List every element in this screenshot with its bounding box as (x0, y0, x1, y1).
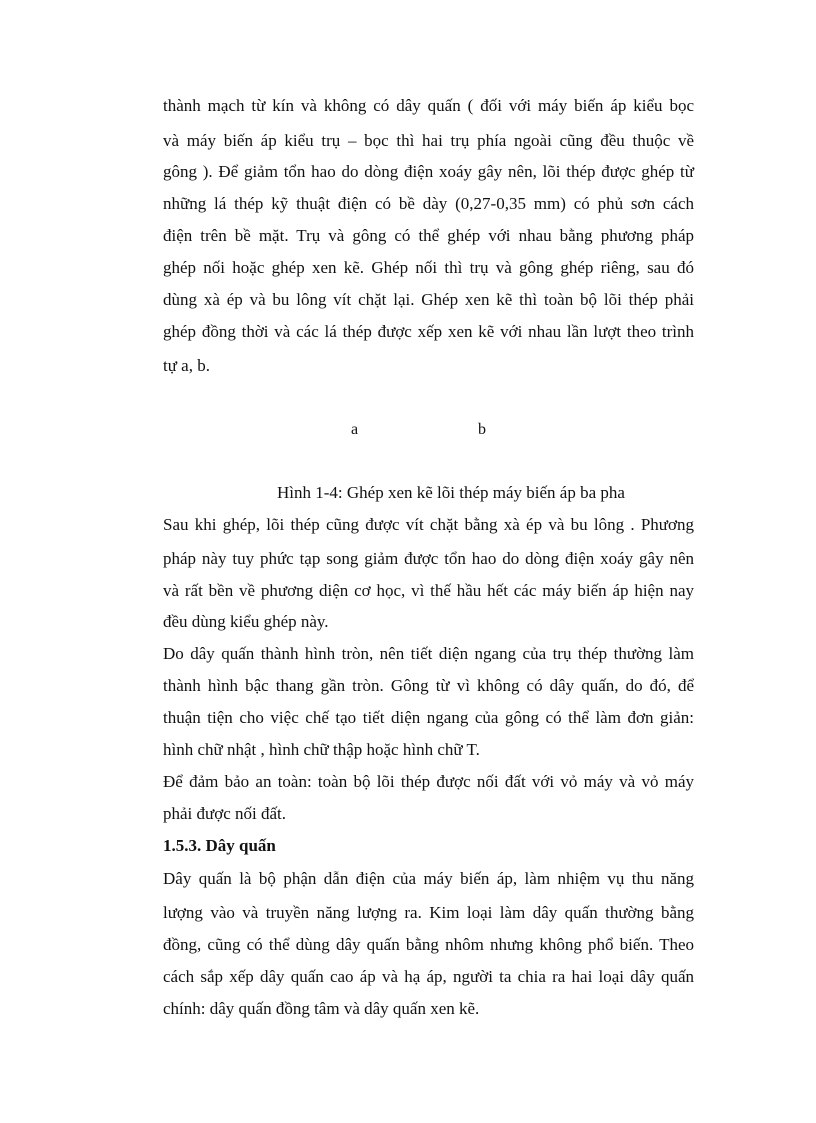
paragraph-line: lượng vào và truyền năng lượng ra. Kim loại làm dây quấn thường bằng (163, 903, 694, 922)
paragraph-line: phải được nối đất. (163, 804, 287, 823)
figure-caption: Hình 1-4: Ghép xen kẽ lõi thép máy biến áp ba pha (277, 483, 625, 502)
paragraph-line: Do dây quấn thành hình tròn, nên tiết diện ngang của trụ thép thường làm (163, 644, 694, 663)
figure-label-b: b (478, 421, 486, 438)
paragraph-line: điện trên bề mặt. Trụ và gông có thể ghép với nhau bằng phương pháp (163, 226, 694, 245)
paragraph-line: thuận tiện cho việc chế tạo tiết diện ngang của gông có thể làm đơn giản: (163, 708, 694, 727)
paragraph-line: và rất bền về phương diện cơ học, vì thế hầu hết các máy biến áp hiện nay (163, 581, 694, 600)
paragraph-line: Dây quấn là bộ phận dẫn điện của máy biến áp, làm nhiệm vụ thu năng (163, 869, 694, 888)
paragraph-line: ghép đồng thời và các lá thép được xếp xen kẽ với nhau lần lượt theo trình (163, 322, 694, 341)
paragraph-line: ghép nối hoặc ghép xen kẽ. Ghép nối thì trụ và gông ghép riêng, sau đó (163, 258, 694, 277)
paragraph-line: chính: dây quấn đồng tâm và dây quấn xen kẽ. (163, 999, 480, 1018)
paragraph-line: và máy biến áp kiểu trụ – bọc thì hai trụ phía ngoài cũng đều thuộc về (163, 131, 694, 150)
paragraph-line: thành hình bậc thang gần tròn. Gông từ vì không có dây quấn, do đó, để (163, 676, 694, 695)
paragraph-line: cách sắp xếp dây quấn cao áp và hạ áp, người ta chia ra hai loại dây quấn (163, 967, 694, 986)
paragraph-line: những lá thép kỹ thuật điện có bề dày (0,27-0,35 mm) có phủ sơn cách (163, 194, 694, 213)
paragraph-line: đồng, cũng có thể dùng dây quấn bằng nhôm nhưng không phổ biến. Theo (163, 935, 694, 954)
paragraph-line: pháp này tuy phức tạp song giảm được tổn hao do dòng điện xoáy gây nên (163, 549, 694, 568)
paragraph-line: đều dùng kiểu ghép này. (163, 612, 329, 631)
paragraph-line: thành mạch từ kín và không có dây quấn ( đối với máy biến áp kiểu bọc (163, 96, 694, 115)
paragraph-line: Sau khi ghép, lõi thép cũng được vít chặt bằng xà ép và bu lông . Phương (163, 515, 694, 534)
paragraph-line: tự a, b. (163, 356, 210, 375)
figure-label-a: a (351, 421, 359, 438)
section-heading: 1.5.3. Dây quấn (163, 836, 276, 855)
figure-area (163, 385, 694, 470)
paragraph-line: Để đảm bảo an toàn: toàn bộ lõi thép được nối đất với vỏ máy và vỏ máy (163, 772, 694, 791)
paragraph-line: hình chữ nhật , hình chữ thập hoặc hình chữ T. (163, 740, 480, 759)
paragraph-line: gông ). Để giảm tổn hao do dòng điện xoáy gây nên, lõi thép được ghép từ (163, 162, 694, 181)
paragraph-line: dùng xà ép và bu lông vít chặt lại. Ghép xen kẽ thì toàn bộ lõi thép phải (163, 290, 694, 309)
